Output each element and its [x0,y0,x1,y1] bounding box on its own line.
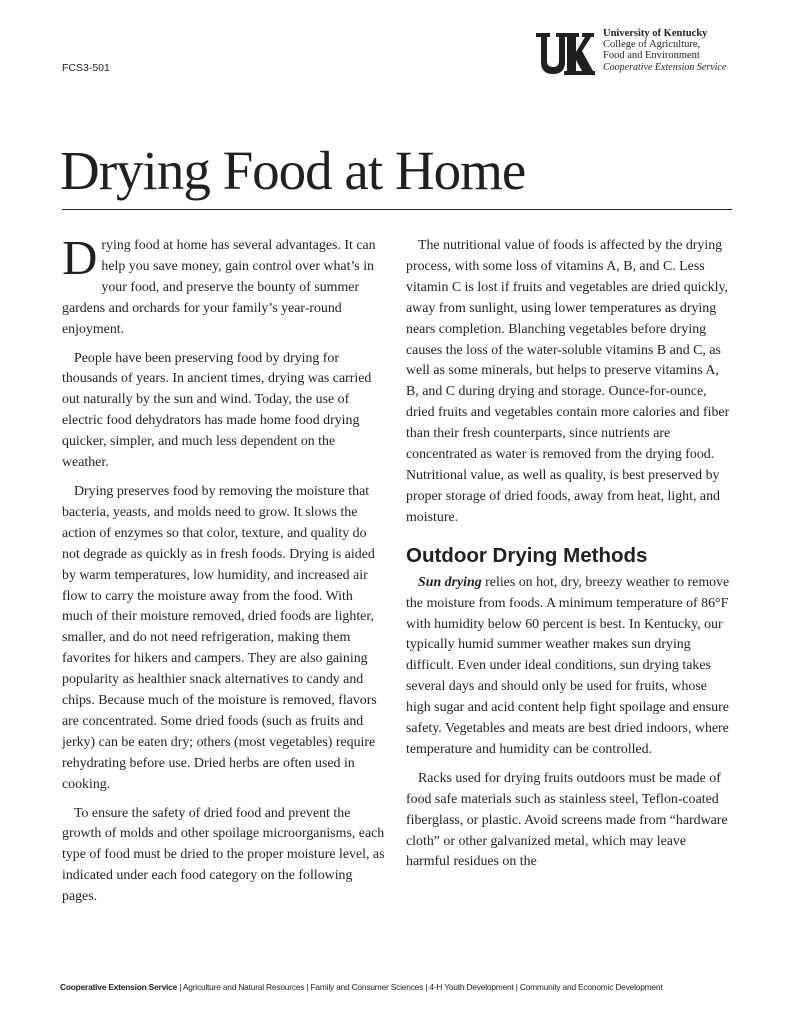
title-divider [62,209,732,210]
nutrition-paragraph: The nutritional value of foods is affected by the drying process, with some loss of vitamins A, B, and C. Less vitamin C is lost if fruits and vegetables are dried quickly, away from sunlight, using lower temperatures as drying nears completion. Blanching vegetables before drying causes the loss of the water-soluble vitamins B and C, as well as some minerals, but helps to preserve vitamins A, B, and C during drying and storage. Ounce-for-ounce, dried fruits and vegetables contain more calories and fiber than their fresh counterparts, since nutrients are concentrated as water is removed from the drying food. Nutritional value, as well as quality, is best preserved by proper storage of dried foods, away from heat, light, and moisture. [406,238,730,525]
college-line-1: College of Agriculture, [603,39,701,50]
college-line-2: Food and Environment [603,50,700,61]
sun-drying-text: relies on hot, dry, breezy weather to remove the moisture from foods. A minimum temperature of 86°F with humidity below 60 percent is best. In Kentucky, our typically humid summer weather makes sun drying difficult. Even under ideal conditions, sun drying takes several days and should only be used for fruits, whose high sugar and acid content help fight spoilage and ensure safety. Vegetables and meats are best dried indoors, where temperature and humidity can be controlled. [406,574,730,757]
university-name: University of Kentucky [603,28,708,39]
footer [60,982,740,992]
publication-id: FCS3-501 [62,62,110,74]
section-heading: Outdoor Drying Methods [406,543,648,567]
service-name: Cooperative Extension Service [603,62,727,73]
organization-block [603,28,783,73]
history-paragraph: People have been preserving food by drying for thousands of years. In ancient times, drying was carried out naturally by the sun and wind. Today, the use of electric food dehydrators has made home food drying quicker, simpler, and much less dependent on the weather. [62,350,372,471]
footer-program-areas: | Agriculture and Natural Resources | Family and Consumer Sciences | 4-H Youth Development | Community and Economic Development [177,982,663,992]
safety-paragraph: To ensure the safety of dried food and prevent the growth of molds and other spoilage microorganisms, each type of food must be dried to the proper moisture level, as indicated under each food category on the following pages. [62,805,385,905]
right-column [406,236,732,881]
sun-drying-lead: Sun drying [418,574,482,590]
page-title: Drying Food at Home [60,140,526,201]
intro-paragraph [62,230,385,341]
left-column [62,230,385,916]
drop-cap: D [62,230,98,285]
sun-drying-paragraph [406,573,732,761]
footer-lead: Cooperative Extension Service [60,982,178,992]
racks-paragraph: Racks used for drying fruits outdoors must be made of food safe materials such as stainless steel, Teflon-coated fiberglass, or plastic. Avoid screens made from “hardware cloth” or other galvanized metal, which may leave harmful residues on the [406,770,728,870]
drying-process-paragraph: Drying preserves food by removing the moisture that bacteria, yeasts, and molds need to grow. It slows the action of enzymes so that color, texture, and quality do not degrade as quickly as in fresh foods. Drying is aided by warm temperatures, low humidity, and increased air flow to carry the moisture away from the food. With much of their moisture removed, dried foods are lighter, smaller, and do not need refrigeration, making them favorites for hikers and campers. They are also gaining popularity as healthier snack alternatives to candy and chips. Because much of the moisture is removed, flavors are concentrated. Some dried foods (such as fruits and jerky) can be eaten dry; others (most vegetables) require rehydrating before use. Dried herbs are often used in cooking. [62,483,377,792]
uk-logo [536,31,596,77]
intro-text: rying food at home has several advantages. It can help you save money, gain control over what’s in your food, and preserve the bounty of summer gardens and orchards for your family’s year-round enjoyment. [62,238,376,337]
